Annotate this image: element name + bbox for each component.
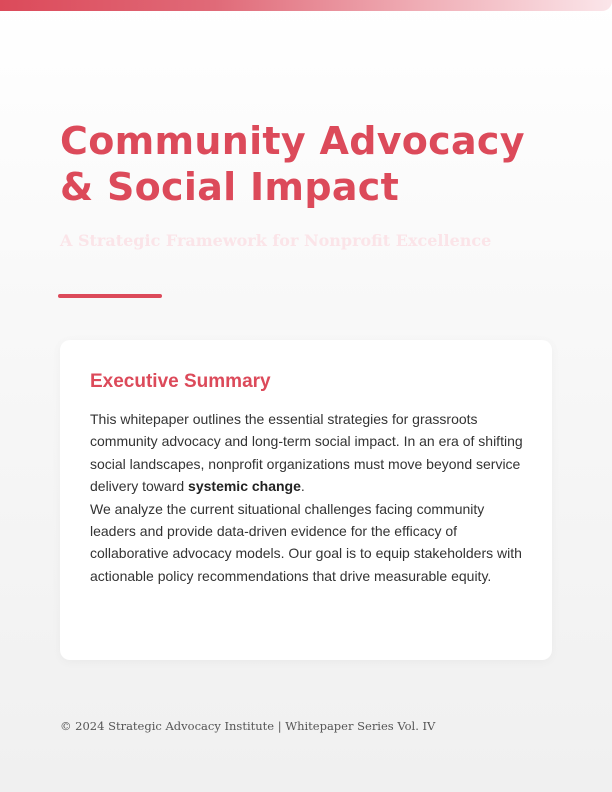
summary-paragraph-1	[90, 408, 526, 498]
summary-emphasis: systemic change	[188, 478, 301, 495]
document-subtitle: A Strategic Framework for Nonprofit Excellence	[60, 231, 492, 250]
page-footer: © 2024 Strategic Advocacy Institute | Whitepaper Series Vol. IV	[60, 719, 436, 733]
executive-summary-heading: Executive Summary	[90, 371, 271, 392]
document-title: Community Advocacy & Social Impact	[60, 119, 525, 209]
executive-summary-body	[90, 408, 526, 587]
top-accent-bar	[0, 0, 612, 11]
executive-summary-card	[60, 340, 552, 660]
summary-paragraph-1-text: This whitepaper outlines the essential strategies for grassroots community advocacy and long-term social impact. In an era of shifting social landscapes, nonprofit organizations must move beyond service delivery toward	[90, 411, 523, 495]
summary-paragraph-2: We analyze the current situational challenges facing community leaders and provide data-driven evidence for the efficacy of collaborative advocacy models. Our goal is to equip stakeholders with actionable policy recommendations that drive measurable equity.	[90, 500, 522, 584]
summary-paragraph-1-end: .	[300, 478, 305, 495]
title-divider	[58, 294, 162, 298]
